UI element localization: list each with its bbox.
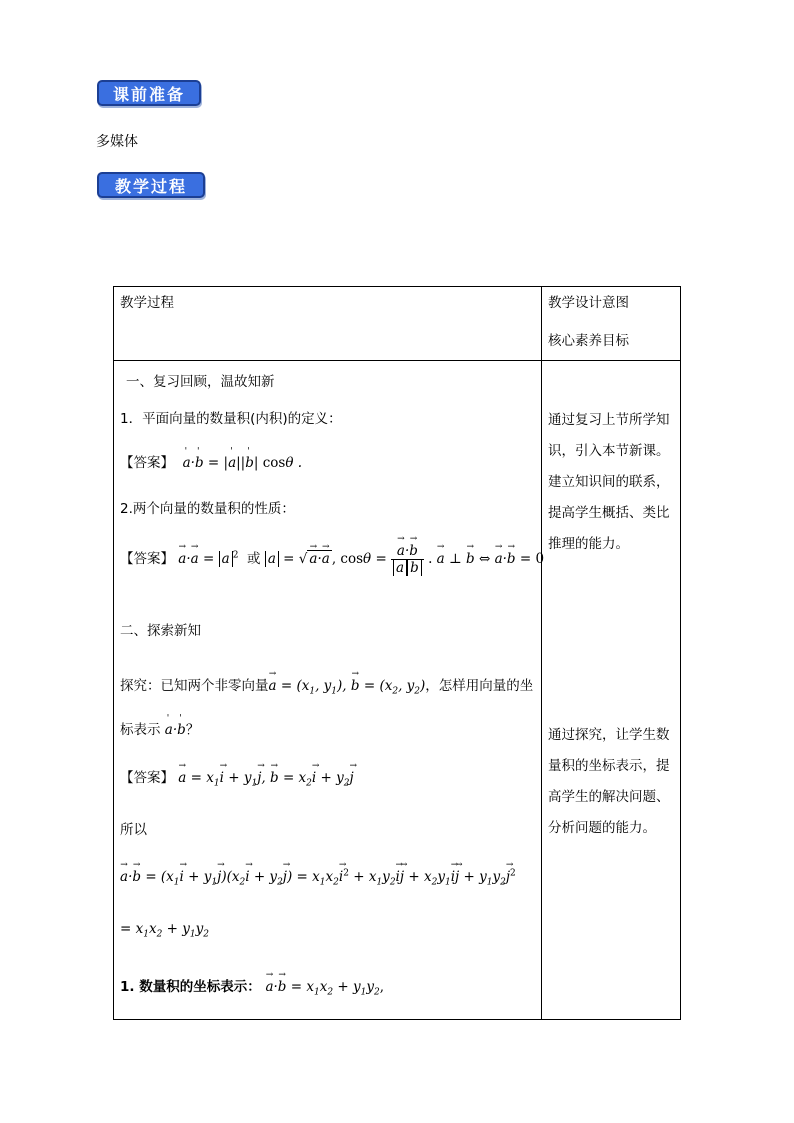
formula-properties-a: → a·→ a = a $^2$ (178, 551, 242, 567)
section-badge-process: 教学过程 (97, 172, 205, 198)
intent-paragraph-2: 通过探究，让学生数量积的坐标表示，提高学生的解决问题、分析问题的能力。 (548, 727, 670, 836)
or-word: 或 (247, 551, 261, 567)
formula-coord: → $a\cdot\to b = x_1x_2 + y_1y_2$, (265, 979, 384, 995)
answer-label: 【答案】 (120, 770, 174, 786)
formula-result: = $x_1x_2 + y_1y_2$ (120, 921, 209, 940)
table-header-row (114, 287, 681, 361)
coord-label: 1. 数量积的坐标表示： (120, 979, 261, 995)
section1-title: 一、复习回顾，温故知新 (126, 374, 275, 390)
explore-question-mark: ？ (185, 722, 200, 738)
table-body-row (114, 361, 681, 1020)
header-right-cell (542, 287, 681, 361)
formula-expansion: → $a\cdot\to b = (x_1\to i + y_1\to j)(x_2\to i + y_2\to j) = x_1x_2\to i^2 + x_1y_2\to i\to j + x_2y_1\to i\to j + y_1y_2\to j^2$ (120, 868, 516, 887)
explore-line-1 (120, 674, 533, 697)
question-2: 2.两个向量的数量积的性质： (120, 501, 295, 517)
coord-representation (120, 975, 384, 998)
intent-paragraph-1: 通过复习上节所学知识，引入本节新课。建立知识间的联系，提高学生概括、类比推理的能力。 (548, 412, 670, 552)
header-goal-label: 核心素养目标 (548, 333, 629, 349)
answer-2 (120, 543, 544, 576)
header-intent-label: 教学设计意图 (548, 295, 629, 311)
explore-text-b: ，怎样用向量的坐 (425, 678, 534, 694)
explore-line-2 (120, 718, 199, 738)
formula-dot-product-def: ' a·' b = |' a||' b| cosθ . (178, 455, 302, 471)
answer-label: 【答案】 (120, 551, 174, 567)
answer-3 (120, 766, 354, 789)
explore-text-c: 标表示 (120, 722, 161, 738)
formula-properties-b: a = √→ a·→ a , cosθ = → $\frac{a\cdot\to b}{\text{a b}}$ . → a ⊥ → b ⇔ → a·→ b = 0 (265, 551, 544, 567)
lesson-table (113, 286, 681, 1020)
formula-unit-decomposition: → $a = x_1\to i + y_1\to j$, → $b = x_2\to i + y_2\to j$ (178, 770, 353, 786)
section-badge-prep: 课前准备 (97, 80, 201, 106)
explore-text-a: 探究：已知两个非零向量 (120, 678, 269, 694)
answer-1 (120, 451, 302, 471)
so-text: 所以 (120, 822, 147, 838)
question-1: 1．平面向量的数量积(内积)的定义： (120, 411, 342, 427)
answer-label: 【答案】 (120, 455, 174, 471)
formula-ab: ' a·' b (165, 722, 186, 738)
formula-vectors-given: → $a = (x_1$, $y_1$), → $b = (x_2$, $y_2$) (269, 678, 426, 694)
section2-title: 二、探索新知 (120, 623, 201, 639)
prep-text: 多媒体 (96, 134, 138, 150)
header-left-cell (114, 287, 542, 361)
body-right-cell (542, 361, 681, 1020)
header-left-label: 教学过程 (120, 295, 174, 311)
body-left-cell (114, 361, 545, 1020)
